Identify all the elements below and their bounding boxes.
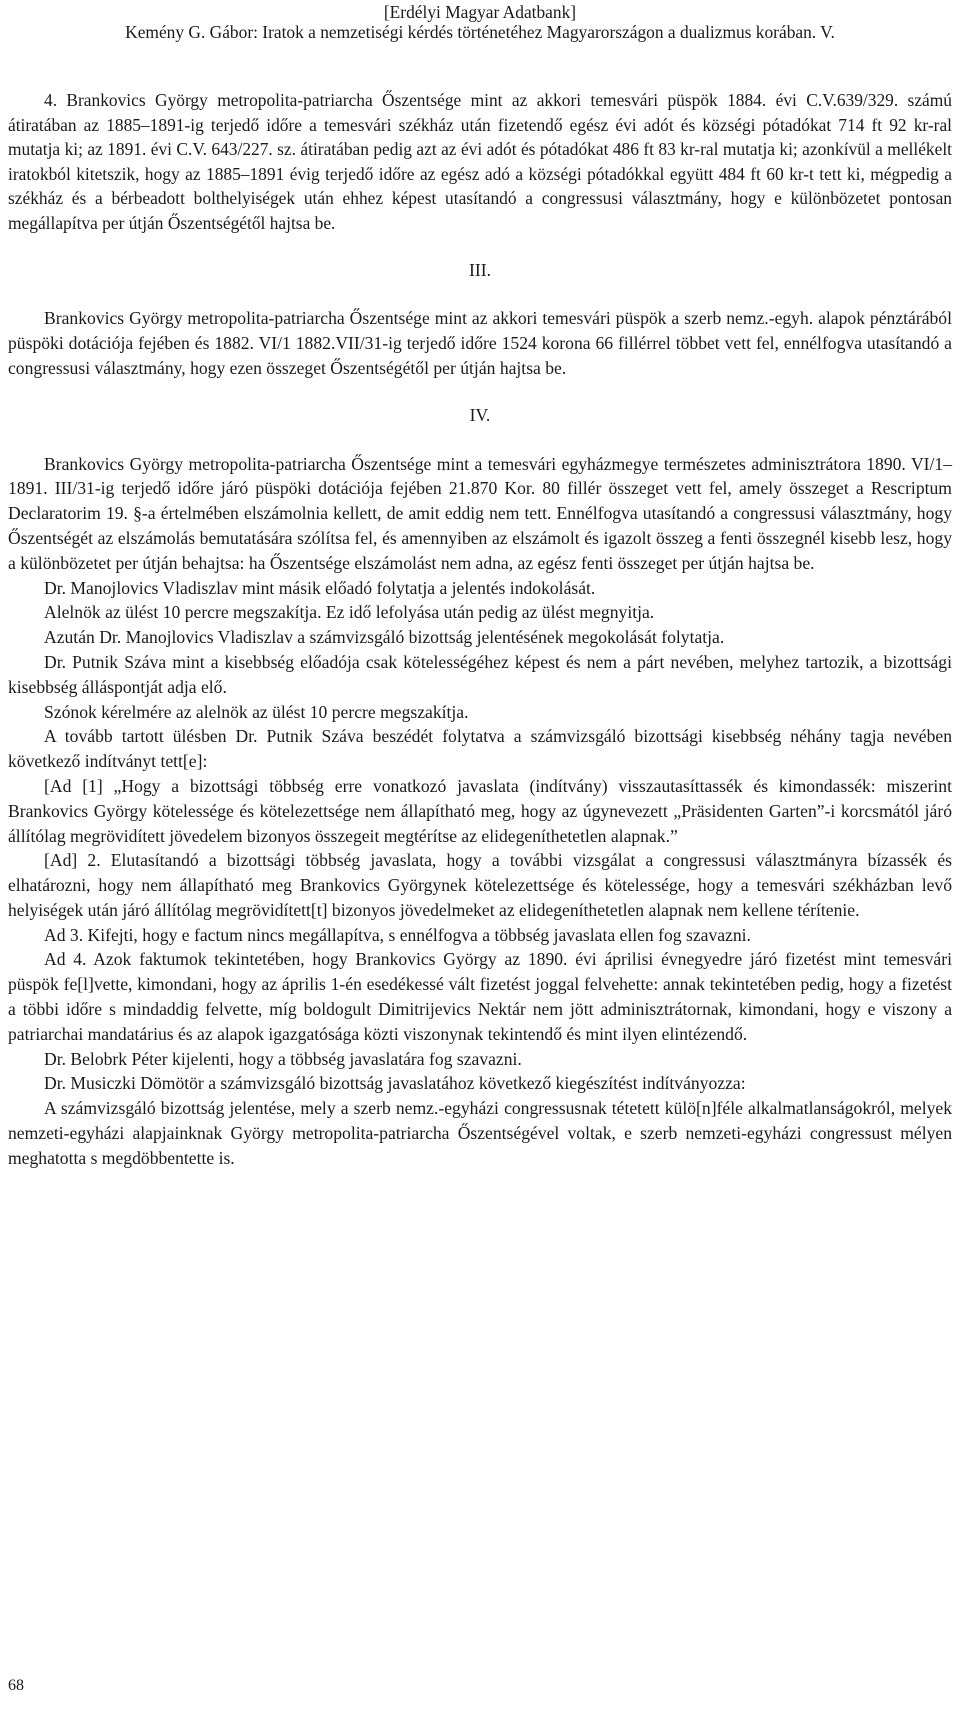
page-header xyxy=(0,0,960,42)
document-body xyxy=(0,88,960,1171)
paragraph: Dr. Manojlovics Vladiszlav mint másik előadó folytatja a jelentés indokolását. xyxy=(44,577,596,598)
paragraph: Brankovics György metropolita-patriarcha Őszentsége mint az akkori temesvári püspök a szerb nemz.-egyh. alapok pénztárából püspöki dotációja fejében és 1882. VI/1 1882.VII/31-ig terjedő időre 1524 korona 66 fillérrel többet vett fel, ennélfogva utasítandó a congressusi választmány, hogy ezen összeget Őszentségétől per útján hajtsa be. xyxy=(8,308,952,378)
paragraph: [Ad] 2. Elutasítandó a bizottsági többség javaslata, hogy a további vizsgálat a congressusi választmányra bízassék és elhatározni, hogy nem állapítható meg Brankovics Györgynek kötelezettsége és kötelessége, hogy a temesvári székházban levő helyiségek után járó állítólag megrövidített[t] bizonyos jövedelmeket az elidegeníthetetlen alapnak nem kellene térítenie. xyxy=(8,850,952,920)
paragraph: A számvizsgáló bizottság jelentése, mely a szerb nemz.-egyházi congressusnak tétetett külö[n]féle alkalmatlanságokról, melyek nemzeti-egyházi alapjainknak György metropolita-patriarcha Őszentségével voltak, e szerb nemzeti-egyházi congressust mélyen meghatotta s megdöbbentette is. xyxy=(8,1098,952,1168)
paragraph: Dr. Putnik Száva mint a kisebbség előadója csak kötelességéhez képest és nem a párt nevében, melyhez tartozik, a bizottsági kisebbség álláspontját adja elő. xyxy=(8,651,952,697)
paragraph: Szónok kérelmére az alelnök az ülést 10 percre megszakítja. xyxy=(44,701,469,722)
section-heading: III. xyxy=(469,259,491,280)
paragraph: A tovább tartott ülésben Dr. Putnik Száva beszédét folytatva a számvizsgáló bizottsági kisebbség néhány tagja nevében következő indítványt tett[e]: xyxy=(8,726,952,772)
paragraph: Ad 3. Kifejti, hogy e factum nincs megállapítva, s ennélfogva a többség javaslata ellen fog szavazni. xyxy=(44,924,751,945)
header-source: [Erdélyi Magyar Adatbank] xyxy=(383,2,577,22)
paragraph: Azután Dr. Manojlovics Vladiszlav a számvizsgáló bizottság jelentésének megokolását folytatja. xyxy=(44,627,725,648)
paragraph: 4. Brankovics György metropolita-patriarcha Őszentsége mint az akkori temesvári püspök 1884. évi C.V.639/329. számú átiratában az 1885–1891-ig terjedő időre a temesvári székház után fizetendő egész évi adót és községi pótadókat 714 ft 92 kr-ral mutatja ki; az 1891. évi C.V. 643/227. sz. átiratában pedig azt az évi adót és pótadókat 486 ft 83 kr-ral mutatja ki; azonkívül a mellékelt iratokból kitetszik, hogy az 1885–1891 évig terjedő időre az egész adó a községi pótadókkal együtt 484 ft 60 kr-t tett ki, mégpedig a székház és a bérbeadott bolthelyiségek után ehhez képest utasítandó a congressusi választmány, hogy e különbözetet pontosan megállapítva per útján Őszentségétől hajtsa be. xyxy=(8,90,952,233)
section-heading: IV. xyxy=(469,404,491,425)
paragraph: Alelnök az ülést 10 percre megszakítja. Ez idő lefolyása után pedig az ülést megnyitja. xyxy=(44,602,655,623)
page-number: 68 xyxy=(8,1677,24,1694)
paragraph: Dr. Musiczki Dömötör a számvizsgáló bizottság javaslatához következő kiegészítést indítványozza: xyxy=(44,1073,746,1094)
paragraph: [Ad [1] „Hogy a bizottsági többség erre vonatkozó javaslata (indítvány) visszautasíttassék és kimondassék: miszerint Brankovics György kötelessége és kötelezettsége nem állapítható meg, hogy az úgynevezett „Präsidenten Garten”-i korcsmától járó állítólag megrövidített jövedelem bizonyos összegeit megtérítse az elidegeníthetetlen alapnak.” xyxy=(8,775,952,846)
header-title: Kemény G. Gábor: Iratok a nemzetiségi kérdés történetéhez Magyarországon a dualizmus korában. V. xyxy=(125,22,835,42)
paragraph: Brankovics György metropolita-patriarcha Őszentsége mint a temesvári egyházmegye természetes adminisztrátora 1890. VI/1–1891. III/31-ig terjedő időre járó püspöki dotációja fejében 21.870 Kor. 80 fillér összeget vett fel, amely összeget a Rescriptum Declaratorim 19. §-a értelmében elszámolnia kellett, de amit eddig nem tett. Ennélfogva utasítandó a congressusi választmány, hogy Őszentségét az elszámolás bemutatására szólítsa fel, és amennyiben az elszámolt és igazolt összeg a fenti összegnél kisebb lesz, hogy a különbözetet per útján behajtsa: ha Őszentsége elszámolást nem adna, az egész fenti összeget per útján hajtsa be. xyxy=(8,453,952,573)
paragraph: Dr. Belobrk Péter kijelenti, hogy a többség javaslatára fog szavazni. xyxy=(44,1048,522,1069)
paragraph: Ad 4. Azok faktumok tekintetében, hogy Brankovics György az 1890. évi áprilisi évnegyedre járó fizetést mint temesvári püspök fe[l]vette, kimondani, hogy az április 1-én esedékessé vált fizetést joggal felvehette: annak tekintetében pedig, hogy a fizetést a többi időre s mindaddig felvette, míg boldogult Dimitrijevics Nektár nem jött adminisztrátornak, kimondani, hogy e viszony a patriarchai mandatárius és az alapok igazgatósága közti viszonynak tekintendő és mint ilyen elintézendő. xyxy=(8,949,952,1044)
